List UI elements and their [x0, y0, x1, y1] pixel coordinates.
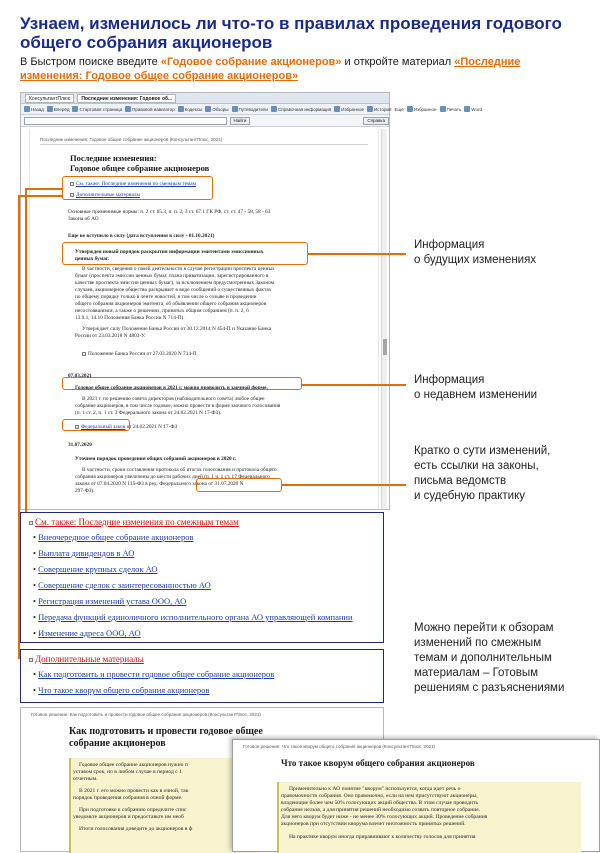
start-page-button[interactable]: Стартовая страница — [72, 106, 122, 112]
paragraph-line: Применительно к АО понятие "кворум" используется, когда идет речь о — [289, 786, 461, 792]
connector-recent — [302, 384, 406, 386]
related-item[interactable]: • Выплата дивидендов в АО — [33, 548, 135, 558]
star-icon — [334, 106, 340, 112]
related-topics-panel — [20, 512, 384, 643]
connector-summary — [282, 484, 406, 486]
find-button[interactable]: Найти — [230, 117, 251, 125]
reference-button[interactable]: Справочная информация — [271, 106, 331, 112]
paragraph-line: акционеров при отсутствии кворума влечет ничтожность принятых решений. — [281, 821, 466, 827]
printer-icon — [440, 106, 446, 112]
future-body-line: несостоявшимся, а также о решениях, принятых общим собранием (п. п. 2, 6 — [75, 308, 249, 314]
paragraph-line: При подготовке к собранию определите спис — [79, 807, 187, 813]
paragraph-line: В 2021 г. его можно провести как в очной, так — [79, 788, 189, 794]
future-body-line: случаев, акционерное общество раскрывает в виде сообщений о существенных фактах — [75, 287, 272, 293]
document-heading: Последние изменения: Годовое общее собрание акционеров — [70, 153, 210, 173]
link-marker-icon — [29, 658, 33, 662]
future-section-header: Еще не вступило в силу (дата вступления в силу - 01.10.2021) — [68, 233, 215, 239]
polozhenie-link[interactable]: Положение Банка России от 27.03.2020 N 714-П — [82, 351, 197, 357]
history-icon — [367, 106, 373, 112]
intro-material: «Последние изменения: Годовое общее собрание акционеров» — [20, 56, 521, 82]
reviews-button[interactable]: Обзоры — [205, 106, 228, 112]
recent-body-line: собрание акционеров, в том числе годовое, можно провести в форме заочного голосования — [75, 403, 281, 409]
norms-line-1: Основные применимые нормы: п. 2 ст. 65.3, п. п. 2, 3 ст. 67.1 ГК РФ, ст. ст. 47 - 58, 58 - 63 — [68, 209, 271, 215]
highlight-recent — [62, 377, 302, 390]
related-item[interactable]: • Изменение адреса ООО, АО — [33, 628, 141, 638]
codes-button[interactable]: Кодексы — [178, 106, 203, 112]
third-body-line: 297-ФЗ). — [75, 488, 95, 494]
forward-button[interactable]: Вперёд — [47, 106, 70, 112]
see-also-link[interactable]: См. также: Последние изменения по смежным темам — [70, 181, 196, 187]
help-button[interactable]: Справка — [363, 117, 389, 125]
more-button[interactable]: Ещё — [394, 106, 404, 112]
future-body-line: В частности, сведения о своей деятельности в случае регистрации проспекта ценных — [82, 266, 275, 272]
document-source: Последние изменения: Годовое общее собрание акционеров (КонсультантПлюс, 2021) — [40, 137, 223, 142]
link-marker-icon — [29, 521, 33, 525]
quorum-document — [232, 739, 600, 852]
connector-future — [308, 253, 406, 255]
future-title-2: ценных бумаг. — [75, 256, 109, 262]
favorites-doc-button[interactable]: Избранное — [407, 106, 437, 112]
related-item[interactable]: • Передача функций единоличного исполнительного органа АО управляющей компании — [33, 612, 353, 622]
approved-line-2: России от 23.03.2018 N 4803-У. — [75, 333, 146, 339]
forward-arrow-icon — [47, 106, 53, 112]
reference-icon — [271, 106, 277, 112]
page-title: Узнаем, изменилось ли что-то в правилах проведения годового общего собрания акционеров — [20, 14, 562, 52]
highlight-future — [62, 242, 308, 265]
related-item[interactable]: • Внеочередное общее собрание акционеров — [33, 532, 194, 542]
history-button[interactable]: История — [367, 106, 391, 112]
link-marker-icon — [82, 352, 86, 356]
connector-additional-top — [18, 195, 62, 197]
third-title: Уточнен порядок проведения общих собраний акционеров в 2020 г. — [75, 456, 237, 462]
norms-line-2: Закона об АО — [68, 216, 99, 222]
paragraph-line: правомочности собрания. Оно правомочно, если на нем присутствуют акционеры, — [281, 793, 478, 799]
related-item[interactable]: • Совершение крупных сделок АО — [33, 564, 158, 574]
date-2: 31.07.2020 — [68, 442, 92, 448]
word-icon — [464, 106, 470, 112]
document-title: Как подготовить и провести годовое общее собрание акционеров — [69, 726, 263, 749]
tab-home[interactable]: КонсультантПлюс — [25, 94, 74, 103]
recent-body-line: В 2021 г. по решению совета директоров (наблюдательного совета) любое общее — [82, 396, 265, 402]
third-body-line: собрания акционеров увеличены до шести рабочих дней (п. 1 ч. 1 ст. 17 Федерального — [75, 474, 270, 480]
related-item[interactable]: • Совершение сделок с заинтересованностью АО — [33, 580, 211, 590]
paragraph-line: владеющие более чем 50% голосующих акций общества. В этом случае проводить — [281, 800, 478, 806]
home-icon — [72, 106, 78, 112]
navigator-button[interactable]: Правовой навигатор — [125, 106, 175, 112]
back-arrow-icon — [24, 106, 30, 112]
document-source: Готовое решение: Как подготовить и провести годовое общее собрание акционеров (КонсультантПлюс, 2021) — [31, 712, 261, 717]
print-button[interactable]: Печать — [440, 106, 462, 112]
additional-item[interactable]: • Что такое кворум общего собрания акционеров — [33, 685, 210, 695]
future-body-line: 13.9.1, 14.10 Положения Банка России N 714-П). — [75, 315, 185, 321]
intro-text — [20, 55, 580, 83]
document-source: Готовое решение: Что такое кворум общего собрания акционеров (КонсультантПлюс, 2021) — [243, 744, 436, 749]
paragraph-line: Для него кворум будет ниже - не менее 30% голосующих акций. Проведение собрания — [281, 814, 488, 820]
guides-icon — [232, 106, 238, 112]
federal-law-link[interactable]: Федеральный закон от 24.02.2021 N 17-ФЗ — [75, 424, 177, 430]
future-body-line: общего собрания акционеров эмитента, об объявлении общего собрания акционеров — [75, 301, 267, 307]
reviews-icon — [205, 106, 211, 112]
paragraph-line: Годовое общее собрание акционеров нужно п — [79, 762, 188, 768]
divider — [40, 144, 368, 145]
highlight-fedlaw — [62, 419, 130, 431]
future-body-line: качестве проспекта эмиссии ценных бумаг), за исключением предусмотренных Законом — [75, 280, 275, 286]
paragraph-line: Итоги голосования доведите до акционеров в ф — [79, 826, 193, 832]
note-related: Можно перейти к обзорам изменений по смежным темам и дополнительным материалам – Готовым решениям с разъяснениями — [414, 622, 565, 694]
note-recent: Информация о недавнем изменении — [414, 374, 538, 401]
quick-search-input[interactable] — [24, 117, 227, 125]
third-body-line: закона от 07.04.2020 N 115-ФЗ в ред. Федерального закона от 31.07.2020 N — [75, 481, 244, 487]
favorites-button[interactable]: Избранное — [334, 106, 364, 112]
paragraph-line: На практике кворум иногда приравнивают к количеству голосов для принятия — [289, 834, 476, 840]
word-button[interactable]: Word — [464, 106, 482, 112]
intro-part-2: и откройте материал — [341, 56, 455, 68]
tab-document[interactable]: Последние изменения: Годовое об... — [77, 94, 176, 103]
paragraph-line: отчетным. — [73, 776, 98, 782]
search-toolbar — [21, 115, 389, 127]
additional-materials-link[interactable]: Дополнительные материалы — [70, 192, 140, 198]
bookmark-icon — [407, 106, 413, 112]
future-body-line: бумаг (проспекта эмиссии ценных бумаг, плана приватизации, зарегистрированного в — [75, 273, 269, 279]
recent-title: Годовое общее собрание акционеров в 2021 г. можно проводить в заочной форме. — [75, 385, 268, 391]
additional-materials-panel — [20, 649, 384, 703]
paragraph-line: уведомьте акционеров и предоставьте им необ — [73, 814, 184, 820]
codes-icon — [178, 106, 184, 112]
related-item[interactable]: • Регистрация изменений устава ООО, АО — [33, 596, 187, 606]
paragraph-line: собрание нельзя, а для принятия решений необходимо созвать повторное собрание. — [281, 807, 481, 813]
back-button[interactable]: Назад — [24, 106, 44, 112]
recent-body-line: (п. 1 ст. 2, п. 1 ст. 3 Федерального закона от 24.02.2021 N 17-ФЗ). — [75, 410, 222, 416]
scrollbar[interactable] — [381, 129, 387, 509]
note-summary: Кратко о сути изменений, есть ссылки на законы, письма ведомств и судебную практику — [414, 445, 551, 502]
connector-related-top — [25, 188, 62, 190]
intro-part-1: В Быстром поиске введите — [20, 56, 161, 68]
highlight-links — [62, 176, 213, 200]
additional-materials-heading: Дополнительные материалы — [29, 654, 144, 664]
scrollbar-thumb[interactable] — [383, 339, 387, 355]
connector-related-vertical — [25, 188, 27, 520]
paragraph-line: уставом срок, но в любом случае в период с 1 — [73, 769, 182, 775]
document-title: Что такое кворум общего собрания акционеров — [281, 758, 475, 768]
related-topics-heading: См. также: Последние изменения по смежным темам — [29, 517, 239, 527]
third-body-line: В частности, сроки составления протокола об итогах голосования и протокола общего — [82, 467, 277, 473]
date-1: 07.03.2021 — [68, 373, 92, 379]
intro-query: «Годовое собрание акционеров» — [160, 56, 342, 68]
navigator-icon — [125, 106, 131, 112]
additional-item[interactable]: • Как подготовить и провести годовое общее собрание акционеров — [33, 669, 275, 679]
note-future: Информация о будущих изменениях — [414, 239, 537, 266]
highlight-law-refs — [196, 478, 282, 492]
guides-button[interactable]: Путеводители — [232, 106, 268, 112]
approved-line-1: Утверждает силу Положение Банка России от 30.12.2014 N 454-П и Указание Банка — [82, 326, 272, 332]
main-toolbar — [21, 104, 482, 115]
future-body-line: по общему порядку только в ленте новостей, в том числе о созыве и проведении — [75, 294, 257, 300]
future-title-1: Утвержден новый порядок раскрытия информации эмитентами эмиссионных — [75, 249, 264, 255]
paragraph-line: порядок проведения собрания в очной форме. — [73, 795, 183, 801]
tab-bar — [21, 93, 389, 104]
